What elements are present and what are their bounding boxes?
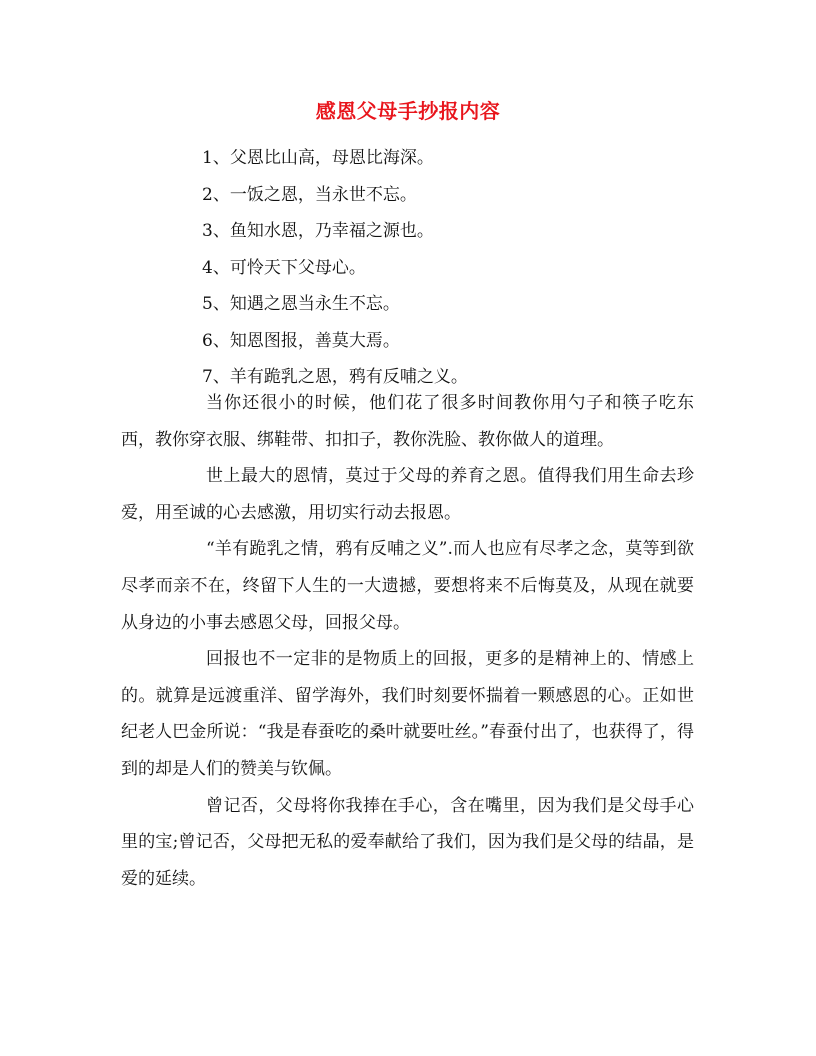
list-item: 3、鱼知水恩，乃幸福之源也。 [202,221,434,241]
list-item: 2、一饭之恩，当永世不忘。 [202,184,417,205]
list-item: 4、可怜天下父母心。 [202,257,366,278]
list-item: 6、知恩图报，善莫大焉。 [202,330,400,351]
proverb-list [202,140,702,396]
body-text [121,385,694,897]
document-title: 感恩父母手抄报内容 [315,99,501,123]
paragraph: 回报也不一定非的是物质上的回报，更多的是精神上的、情感上的。就算是远渡重洋、留学海外，我们时刻要怀揣着一颗感恩的心。正如世纪老人巴金所说：“我是春蚕吃的桑叶就要吐丝。”春蚕付出了，也获得了，得到的却是人们的赞美与钦佩。 [121,649,694,779]
paragraph: 当你还很小的时候，他们花了很多时间教你用勺子和筷子吃东西，教你穿衣服、绑鞋带、扣扣子，教你洗脸、教你做人的道理。 [121,393,694,450]
paragraph: 世上最大的恩情，莫过于父母的养育之恩。值得我们用生命去珍爱，用至诚的心去感激，用切实行动去报恩。 [121,466,694,523]
paragraph: “羊有跪乳之情，鸦有反哺之义”.而人也应有尽孝之念，莫等到欲尽孝而亲不在，终留下人生的一大遗撼，要想将来不后悔莫及，从现在就要从身边的小事去感恩父母，回报父母。 [121,539,694,633]
list-item: 5、知遇之恩当永生不忘。 [202,294,400,314]
paragraph: 曾记否，父母将你我捧在手心，含在嘴里，因为我们是父母手心里的宝;曾记否，父母把无私的爱奉献给了我们，因为我们是父母的结晶，是爱的延续。 [121,795,694,889]
list-item: 7、羊有跪乳之恩，鸦有反哺之义。 [202,367,468,387]
list-item: 1、父恩比山高，母恩比海深。 [202,148,434,168]
